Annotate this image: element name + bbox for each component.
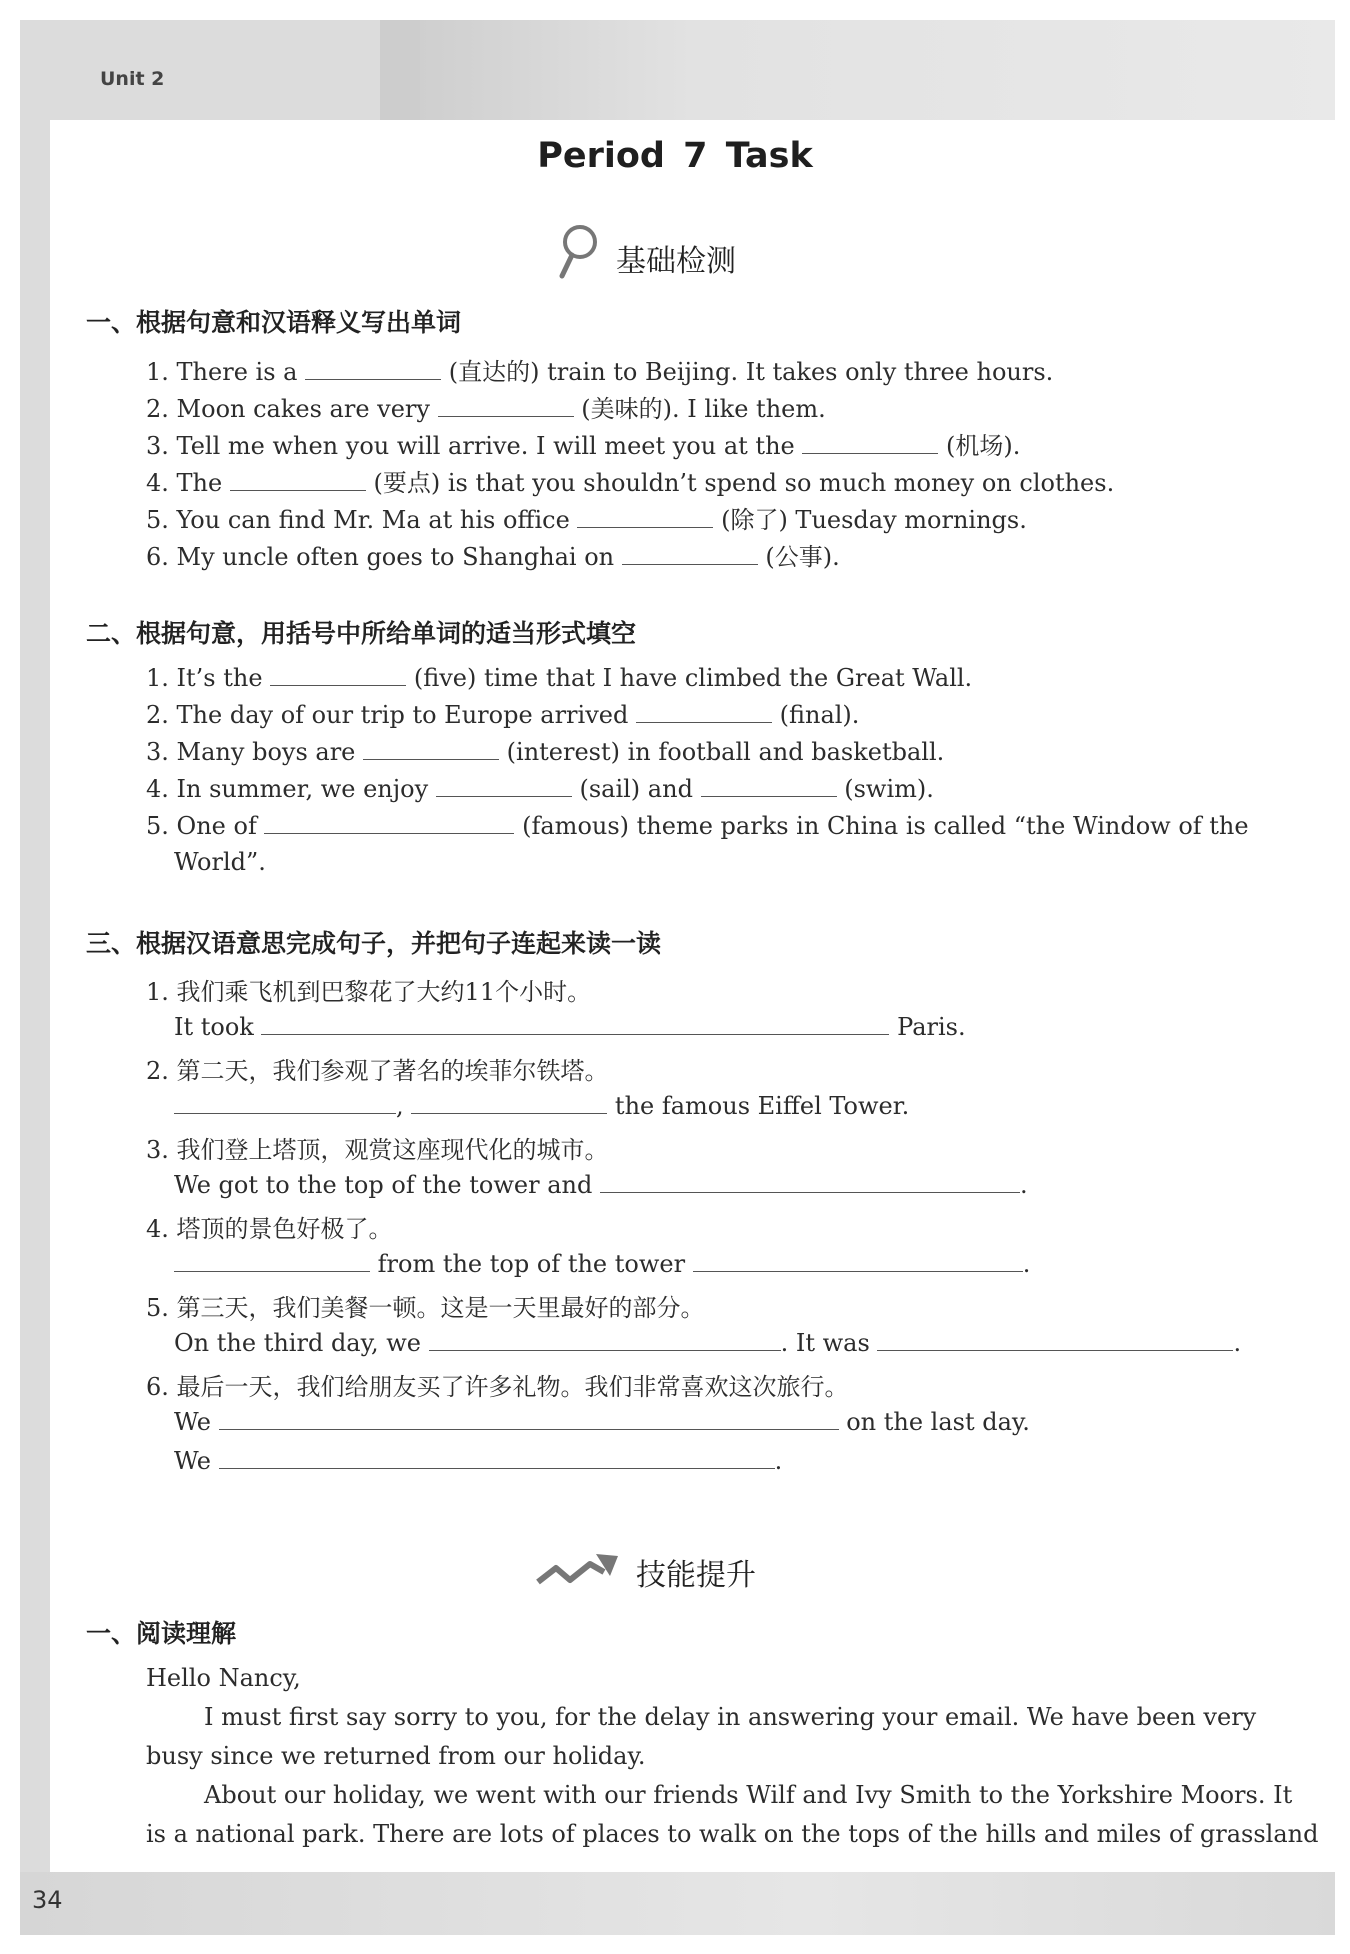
question-2-1: 1. It’s the (five) time that I have climbed the Great Wall.	[146, 664, 973, 692]
question-3-2-chinese: 2. 第二天，我们参观了著名的埃菲尔铁塔。	[146, 1057, 609, 1085]
letter-para2-line2: is a national park. There are lots of places to walk on the tops of the hills and miles of grassland	[146, 1820, 1319, 1848]
answer-blank[interactable]	[693, 1249, 1023, 1272]
question-3-5-english: On the third day, we . It was .	[174, 1329, 1242, 1357]
question-3-3-english: We got to the top of the tower and .	[174, 1171, 1028, 1199]
header-band	[420, 20, 1335, 120]
answer-blank[interactable]	[261, 1012, 889, 1035]
letter-greeting: Hello Nancy,	[146, 1664, 301, 1692]
answer-blank[interactable]	[305, 357, 441, 380]
page-title: Period 7 Task	[537, 136, 813, 176]
question-3-6-chinese: 6. 最后一天，我们给朋友买了许多礼物。我们非常喜欢这次旅行。	[146, 1373, 849, 1401]
answer-blank[interactable]	[230, 468, 366, 491]
question-2-5-continued: World”.	[174, 848, 266, 876]
answer-blank[interactable]	[363, 737, 499, 760]
question-3-1-chinese: 1. 我们乘飞机到巴黎花了大约11个小时。	[146, 978, 592, 1006]
answer-blank[interactable]	[438, 394, 574, 417]
answer-blank[interactable]	[436, 774, 572, 797]
question-1-6: 6. My uncle often goes to Shanghai on (公事).	[146, 543, 840, 571]
letter-para2-line1: About our holiday, we went with our friends Wilf and Ivy Smith to the Yorkshire Moors. It	[204, 1781, 1293, 1809]
answer-blank[interactable]	[577, 505, 713, 528]
answer-blank[interactable]	[701, 774, 837, 797]
section-title-2: 二、根据句意，用括号中所给单词的适当形式填空	[86, 619, 637, 648]
answer-blank[interactable]	[174, 1249, 370, 1272]
answer-blank[interactable]	[264, 811, 514, 834]
section-title-1: 一、根据句意和汉语释义写出单词	[86, 308, 462, 337]
answer-blank[interactable]	[219, 1407, 839, 1430]
question-3-4-english: from the top of the tower .	[174, 1249, 1030, 1278]
question-2-5: 5. One of (famous) theme parks in China is called “the Window of the	[146, 812, 1249, 840]
question-3-1-english: It took Paris.	[174, 1013, 966, 1041]
question-3-6-english-2: We .	[174, 1447, 783, 1475]
section-title-3: 三、根据汉语意思完成句子，并把句子连起来读一读	[86, 929, 662, 958]
question-1-4: 4. The (要点) is that you shouldn’t spend so much money on clothes.	[146, 469, 1115, 497]
question-2-3: 3. Many boys are (interest) in football and basketball.	[146, 738, 945, 766]
answer-blank[interactable]	[429, 1328, 781, 1351]
letter-para1-line2: busy since we returned from our holiday.	[146, 1742, 646, 1770]
page-number: 34	[32, 1886, 63, 1914]
letter-para1-line1: I must first say sorry to you, for the delay in answering your email. We have been very	[204, 1703, 1257, 1731]
question-3-5-chinese: 5. 第三天，我们美餐一顿。这是一天里最好的部分。	[146, 1294, 705, 1322]
answer-blank[interactable]	[622, 542, 758, 565]
footer-band	[20, 1872, 1335, 1935]
magnifier-icon	[556, 222, 600, 280]
answer-blank[interactable]	[600, 1170, 1020, 1193]
section-heading-basic: 基础检测	[616, 244, 736, 279]
question-1-3: 3. Tell me when you will arrive. I will meet you at the (机场).	[146, 432, 1021, 460]
question-3-6-english-1: We on the last day.	[174, 1408, 1030, 1436]
trend-up-icon	[534, 1550, 620, 1590]
answer-blank[interactable]	[411, 1091, 607, 1114]
question-3-3-chinese: 3. 我们登上塔顶，观赏这座现代化的城市。	[146, 1136, 609, 1164]
section-heading-skills: 技能提升	[636, 1558, 756, 1593]
question-1-2: 2. Moon cakes are very (美味的). I like them.	[146, 395, 826, 423]
answer-blank[interactable]	[636, 700, 772, 723]
unit-label: Unit 2	[100, 68, 165, 90]
answer-blank[interactable]	[219, 1446, 775, 1469]
section-title-reading: 一、阅读理解	[86, 1619, 237, 1648]
answer-blank[interactable]	[877, 1328, 1233, 1351]
question-1-5: 5. You can find Mr. Ma at his office (除了) Tuesday mornings.	[146, 506, 1027, 534]
answer-blank[interactable]	[174, 1091, 396, 1114]
answer-blank[interactable]	[270, 663, 406, 686]
question-3-4-chinese: 4. 塔顶的景色好极了。	[146, 1215, 393, 1243]
question-2-2: 2. The day of our trip to Europe arrived (final).	[146, 701, 860, 729]
question-1-1: 1. There is a (直达的) train to Beijing. It takes only three hours.	[146, 358, 1054, 386]
question-3-2-english: , the famous Eiffel Tower.	[174, 1091, 909, 1120]
question-2-4: 4. In summer, we enjoy (sail) and (swim).	[146, 775, 934, 803]
answer-blank[interactable]	[802, 431, 938, 454]
